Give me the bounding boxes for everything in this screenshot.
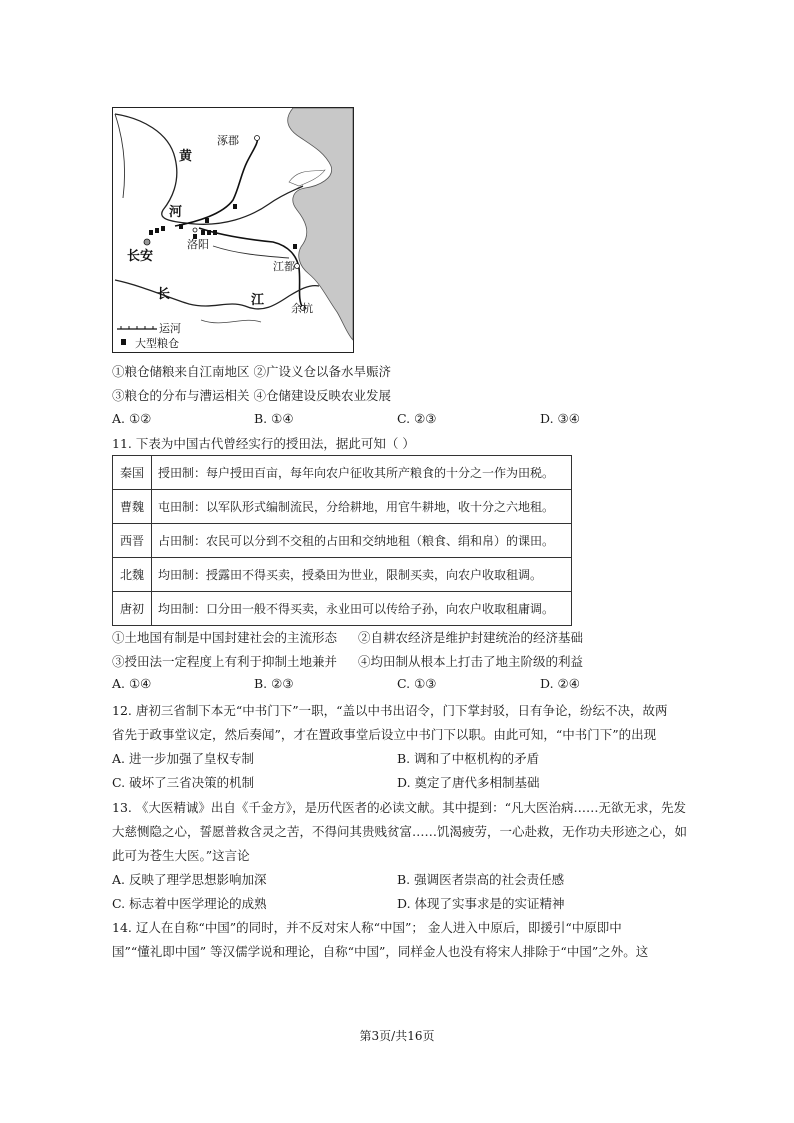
table-row <box>113 558 572 592</box>
table-era: 秦国 <box>113 456 152 490</box>
land-grant-table <box>112 455 572 626</box>
q11-option-c: C. ①③ <box>397 676 437 691</box>
q12-option-a: A. 进一步加强了皇权专制 <box>112 751 254 766</box>
granary-marker <box>233 204 237 209</box>
q12-option-c: C. 破坏了三省决策的机制 <box>112 775 255 790</box>
table-era: 北魏 <box>113 558 152 592</box>
map-label-zhuojun: 涿郡 <box>217 134 239 147</box>
q10-option-a: A. ①② <box>112 411 152 426</box>
granary-marker <box>213 230 217 235</box>
table-era: 曹魏 <box>113 490 152 524</box>
q10-statements-line2: ③粮仓的分布与漕运相关 ④仓储建设反映农业发展 <box>112 388 391 403</box>
changan-marker <box>144 239 150 245</box>
map-label-huang: 黄 <box>179 149 193 164</box>
q13-option-b: B. 强调医者崇高的社会责任感 <box>397 872 565 887</box>
q11-option-d: D. ②④ <box>540 676 580 691</box>
map-label-jiang: 江 <box>251 293 265 308</box>
jiangdu-marker <box>295 264 300 269</box>
q11-option-a: A. ①④ <box>112 676 152 691</box>
table-desc: 授田制：每户授田百亩，每年向农户征收其所产粮食的十分之一作为田税。 <box>152 456 572 490</box>
granary-marker <box>155 228 159 233</box>
granary-marker <box>149 230 153 235</box>
table-desc: 均田制：授露田不得买卖，授桑田为世业，限制买卖，向农户收取租调。 <box>152 558 572 592</box>
table-row <box>113 524 572 558</box>
table-row <box>113 456 572 490</box>
q11-statement-4: ④均田制从根本上打击了地主阶级的利益 <box>358 654 584 669</box>
table-era: 西晋 <box>113 524 152 558</box>
map-label-yuhang: 余杭 <box>291 302 313 315</box>
legend-canal-label: 运河 <box>159 322 181 335</box>
map-label-luoyang: 洛阳 <box>187 238 209 251</box>
q10-option-d: D. ③④ <box>540 411 580 426</box>
q11-option-b: B. ②③ <box>254 676 294 691</box>
legend-granary-icon <box>121 339 126 345</box>
yellow-river <box>115 114 303 224</box>
q13-option-c: C. 标志着中医学理论的成熟 <box>112 896 267 911</box>
granary-marker <box>205 218 209 223</box>
page-number: 第3页/共16页 <box>359 1029 435 1043</box>
table-era: 唐初 <box>113 592 152 626</box>
map-legend <box>117 322 181 350</box>
q13-line2: 大慈恻隐之心，誓愿普救含灵之苦，不得问其贵贱贫富……饥渴疲劳，一心赴救，无作功夫形迹之心，如 <box>112 824 688 839</box>
q12-line1: 12. 唐初三省制下本无“中书门下”一职，“盖以中书出诏令，门下掌封驳，日有争论，纷纭不决，故两 <box>112 703 668 718</box>
table-desc: 均田制：口分田一般不得买卖，永业田可以传给子孙，向农户收取租庸调。 <box>152 592 572 626</box>
granary-marker <box>201 230 205 235</box>
yellow-river-west <box>115 114 125 198</box>
q11-stem: 11. 下表为中国古代曾经实行的授田法，据此可知（ ） <box>112 436 415 451</box>
q14-line1: 14. 辽人在自称“中国”的同时，并不反对宋人称“中国”； 金人进入中原后，即援引“中原即中 <box>112 920 622 935</box>
q12-option-b: B. 调和了中枢机构的矛盾 <box>397 751 540 766</box>
granary-marker <box>161 226 165 231</box>
q10-statements-line1: ①粮仓储粮来自江南地区 ②广设义仓以备水旱赈济 <box>112 364 391 379</box>
q12-line2: 省先于政事堂议定，然后奏闻”，才在置政事堂后设立中书门下以职。由此可知，“中书门下”的出现 <box>112 727 657 742</box>
luoyang-marker <box>193 228 197 232</box>
q13-option-d: D. 体现了实事求是的实证精神 <box>397 896 565 911</box>
zhuojun-marker <box>255 136 260 141</box>
granary-marker <box>207 230 211 235</box>
map-label-he: 河 <box>169 205 183 220</box>
huai-river <box>213 246 289 258</box>
q10-option-c: C. ②③ <box>397 411 437 426</box>
table-row <box>113 490 572 524</box>
legend-granary-label: 大型粮仓 <box>135 337 179 350</box>
granary-marker <box>179 224 183 229</box>
q13-line3: 此可为苍生大医。”这言论 <box>112 848 250 863</box>
q12-option-d: D. 奠定了唐代多相制基础 <box>397 775 540 790</box>
q11-statement-2: ②自耕农经济是维护封建统治的经济基础 <box>358 630 584 645</box>
q11-statement-1: ①土地国有制是中国封建社会的主流形态 <box>112 630 338 645</box>
granary-marker <box>293 244 297 249</box>
map-label-changan: 长安 <box>127 249 154 264</box>
q10-option-b: B. ①④ <box>254 411 294 426</box>
yangtze-river <box>115 280 319 309</box>
q11-statement-3: ③授田法一定程度上有利于抑制土地兼并 <box>112 654 338 669</box>
map-label-jiangdu: 江都 <box>273 260 295 273</box>
map-label-chang: 长 <box>157 287 171 302</box>
table-desc: 屯田制：以军队形式编制流民，分给耕地，用官牛耕地，收十分之六地租。 <box>152 490 572 524</box>
table-desc: 占田制：农民可以分到不交租的占田和交纳地租（粮食、绢和帛）的课田。 <box>152 524 572 558</box>
grain-storage-map <box>112 107 354 353</box>
table-row <box>113 592 572 626</box>
q14-line2: 国”“懂礼即中国” 等汉儒学说和理论，自称“中国”，同样金人也没有将宋人排除于“中国”之外。这 <box>112 944 649 959</box>
yangtze-lower <box>201 320 261 323</box>
q13-option-a: A. 反映了理学思想影响加深 <box>112 872 267 887</box>
q13-line1: 13. 《大医精诚》出自《千金方》，是历代医者的必读文献。其中提到：“凡大医治病……无欲无求，先发 <box>112 800 686 815</box>
